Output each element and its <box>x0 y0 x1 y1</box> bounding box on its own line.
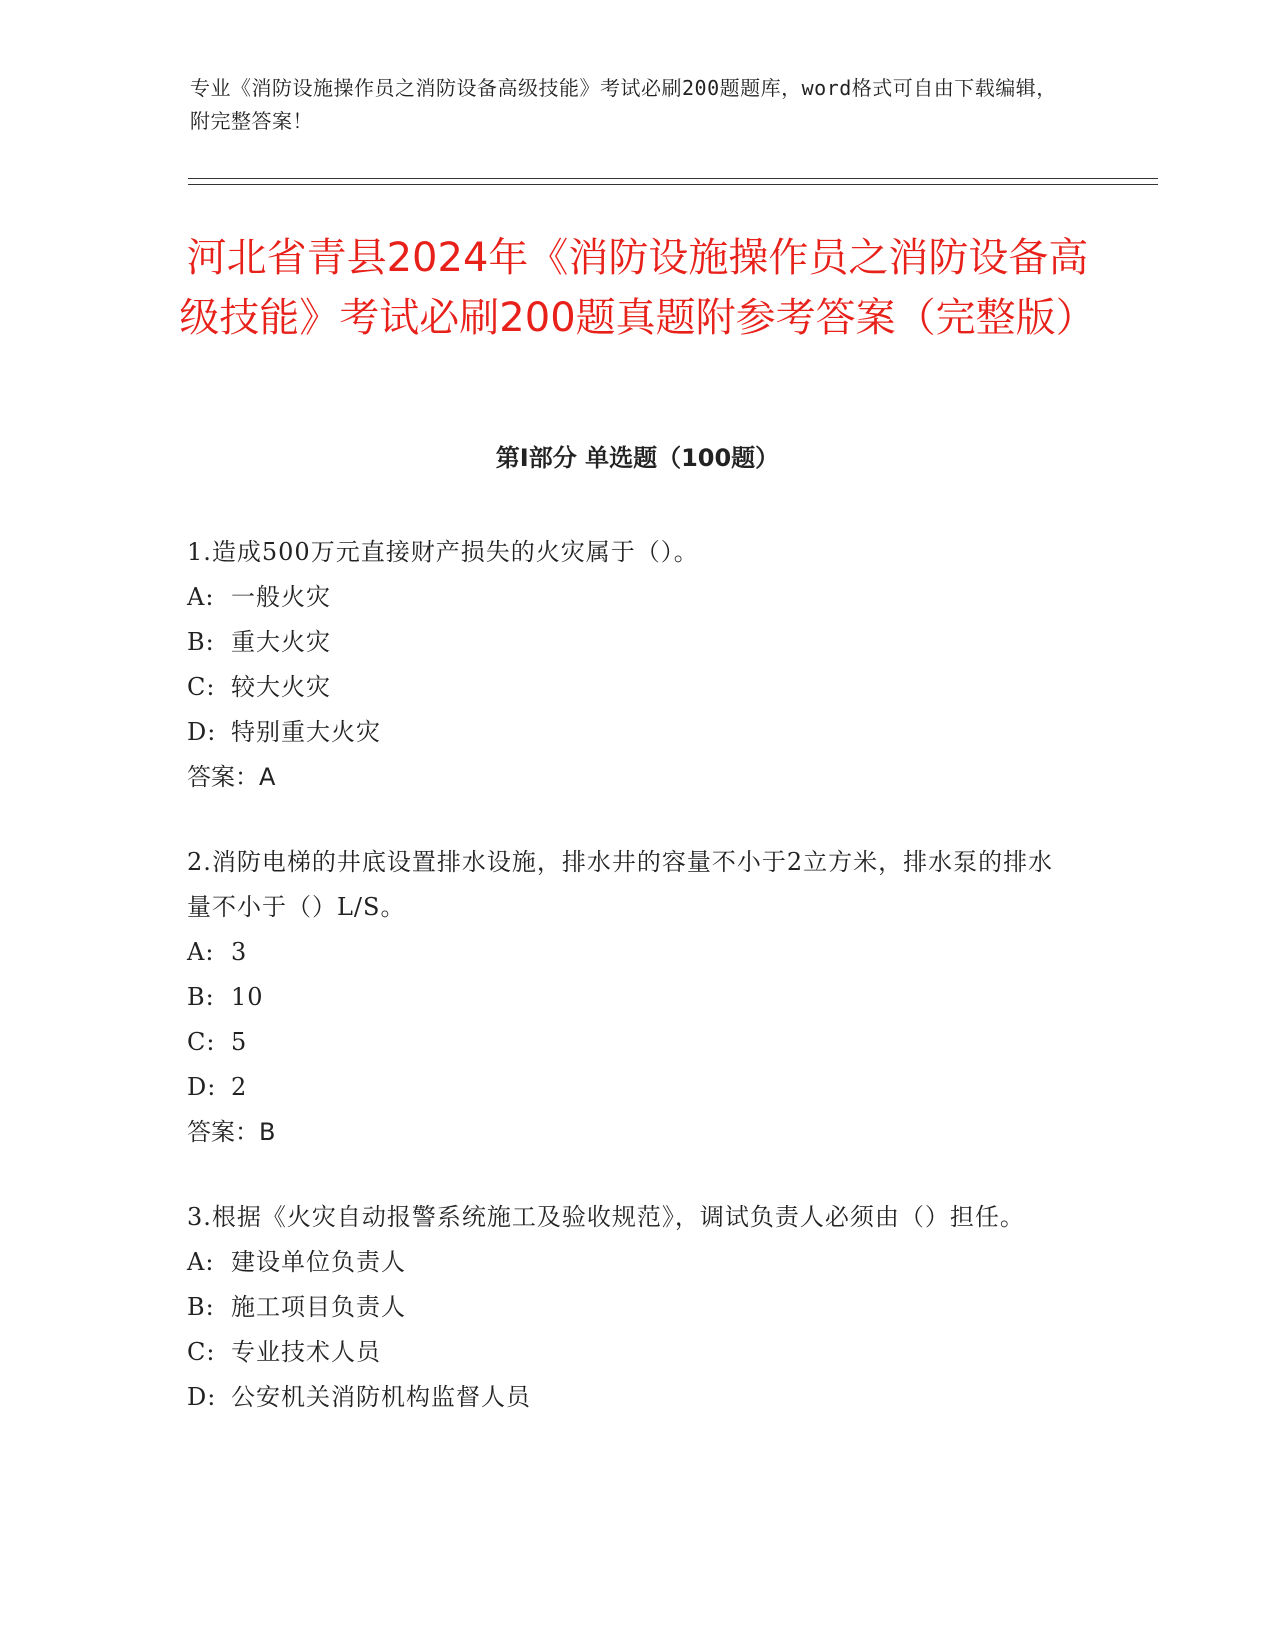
question-item <box>187 840 1067 1155</box>
option-text: 施工项目负责人 <box>231 1293 406 1321</box>
option-text: 10 <box>231 983 264 1011</box>
option-text: 建设单位负责人 <box>231 1248 406 1276</box>
question-stem: 3.根据《火灾自动报警系统施工及验收规范》，调试负责人必须由（）担任。 <box>187 1203 1025 1231</box>
option-text: 专业技术人员 <box>231 1338 381 1366</box>
option-b <box>187 620 1067 665</box>
option-letter: B: <box>187 1293 215 1321</box>
option-text: 一般火灾 <box>231 583 331 611</box>
option-text: 较大火灾 <box>231 673 331 701</box>
document-title: 河北省青县2024年《消防设施操作员之消防设备高级技能》考试必刷200题真题附参考答案（完整版） <box>179 235 1096 341</box>
option-letter: D: <box>187 1383 217 1411</box>
section-heading: 第Ⅰ部分 单选题（100题） <box>495 444 780 472</box>
option-a <box>187 1240 1067 1285</box>
option-text: 2 <box>231 1073 248 1101</box>
question-list <box>187 530 1067 1460</box>
option-letter: D: <box>187 718 217 746</box>
option-b <box>187 975 1067 1020</box>
option-text: 公安机关消防机构监督人员 <box>231 1383 531 1411</box>
answer-line: 答案：A <box>187 763 276 791</box>
option-letter: C: <box>187 1338 216 1366</box>
option-letter: B: <box>187 983 215 1011</box>
header-note: 专业《消防设施操作员之消防设备高级技能》考试必刷200题题库，word格式可自由下载编辑，附完整答案！ <box>190 76 1057 133</box>
option-c <box>187 1330 1067 1375</box>
option-letter: B: <box>187 628 215 656</box>
option-letter: A: <box>187 583 215 611</box>
option-text: 5 <box>231 1028 248 1056</box>
option-letter: A: <box>187 1248 215 1276</box>
option-d <box>187 710 1067 755</box>
option-d <box>187 1065 1067 1110</box>
option-d <box>187 1375 1067 1420</box>
header-divider <box>188 178 1158 179</box>
option-a <box>187 930 1067 975</box>
question-item <box>187 530 1067 800</box>
option-letter: C: <box>187 673 216 701</box>
answer-line: 答案：B <box>187 1118 276 1146</box>
option-text: 特别重大火灾 <box>231 718 381 746</box>
question-stem: 1.造成500万元直接财产损失的火灾属于（）。 <box>187 538 699 566</box>
option-text: 重大火灾 <box>231 628 331 656</box>
option-letter: C: <box>187 1028 216 1056</box>
header-divider-secondary <box>188 184 1158 185</box>
question-stem: 2.消防电梯的井底设置排水设施，排水井的容量不小于2立方米，排水泵的排水量不小于（）L/S。 <box>187 848 1054 921</box>
option-a <box>187 575 1067 620</box>
option-b <box>187 1285 1067 1330</box>
question-item <box>187 1195 1067 1420</box>
option-text: 3 <box>231 938 248 966</box>
option-c <box>187 1020 1067 1065</box>
option-letter: D: <box>187 1073 217 1101</box>
option-letter: A: <box>187 938 215 966</box>
option-c <box>187 665 1067 710</box>
